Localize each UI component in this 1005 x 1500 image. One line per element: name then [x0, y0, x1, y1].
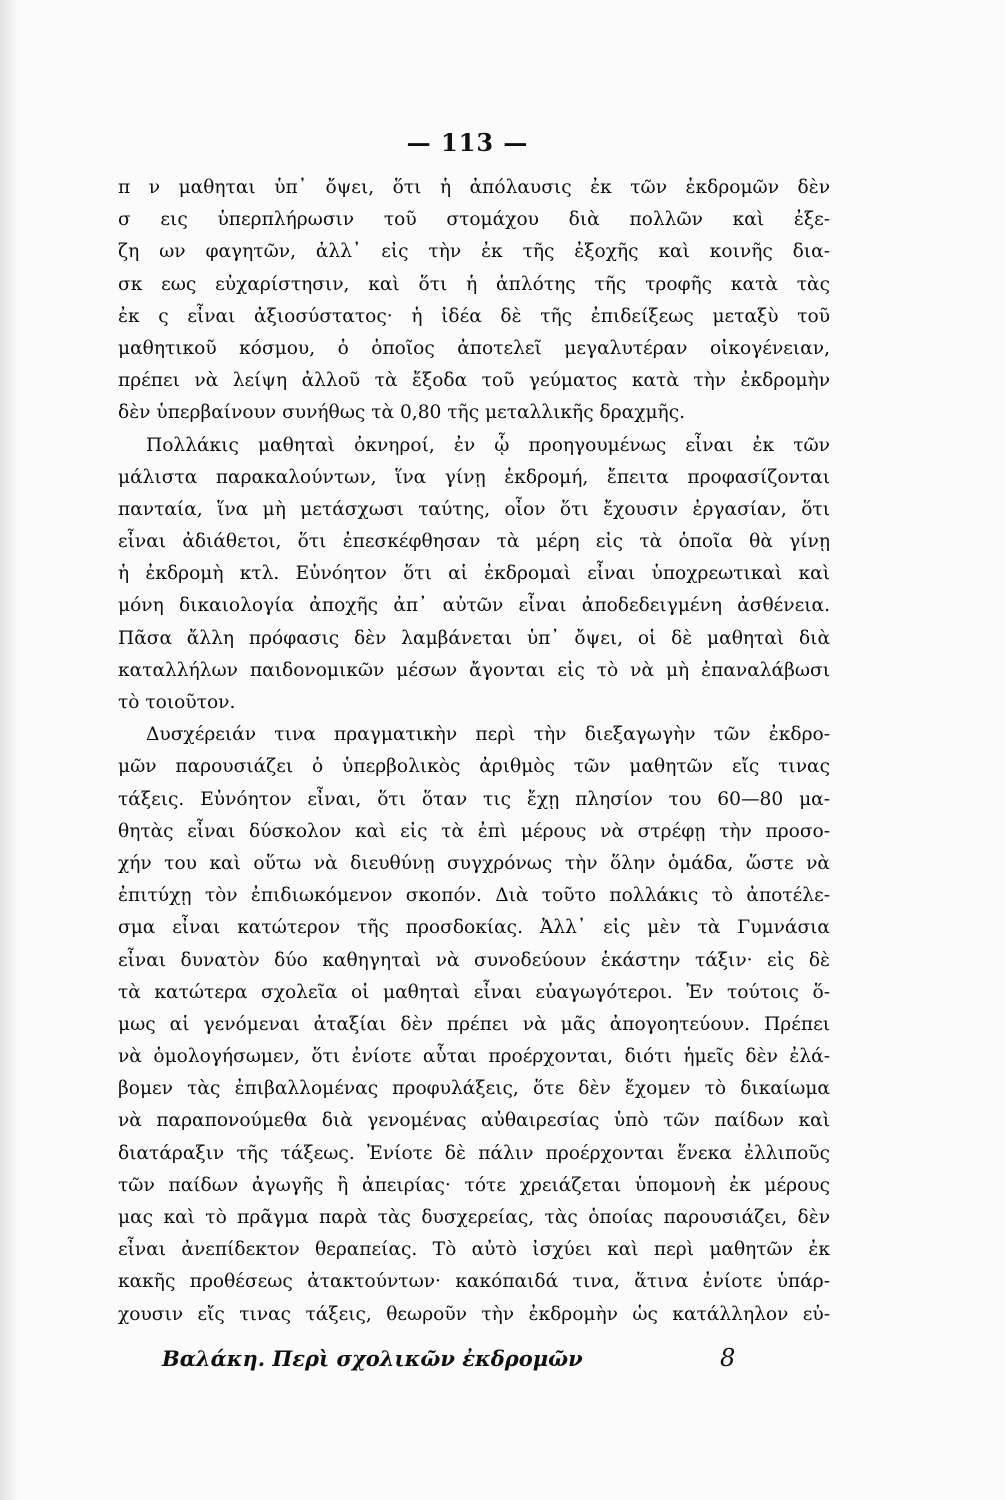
text-line: π ν μαθηται ὑπ᾽ ὄψει, ὅτι ἡ ἀπόλαυσις ἐκ τῶν ἐκδρομῶν δὲν	[118, 177, 830, 198]
text-line: χουσιν εἴς τινας τάξεις, θεωροῦν τὴν ἐκδρομὴν ὡς κατάλληλον εὐ-	[118, 1303, 830, 1325]
text-line: μάλιστα παρακαλούντων, ἵνα γίνῃ ἐκδρομή, ἔπειτα προφασίζονται	[118, 466, 830, 488]
text-line: εἶναι ἀδιάθετοι, ὅτι ἐπεσκέφθησαν τὰ μέρη εἰς τὰ ὁποῖα θὰ γίνῃ	[118, 531, 830, 553]
printer-signature-mark: 8	[720, 1344, 736, 1372]
text-line: μόνη δικαιολογία ἀποχῆς ἀπ᾽ αὐτῶν εἶναι ἀποδεδειγμένη ἀσθένεια.	[118, 595, 830, 617]
text-line: καταλλήλων παιδονομικῶν μέσων ἄγονται εἰς τὸ νὰ μὴ ἐπαναλάβωσι	[118, 659, 830, 681]
text-line: μαθητικοῦ κόσμου, ὁ ὁποῖος ἀποτελεῖ μεγαλυτέραν οἰκογένειαν,	[118, 337, 830, 359]
text-line: ἐπιτύχῃ τὸν ἐπιδιωκόμενον σκοπόν. Διὰ τοῦτο πολλάκις τὸ ἀποτέλε-	[118, 885, 830, 907]
text-line: δὲν ὑπερβαίνουν συνήθως τὰ 0,80 τῆς μεταλλικῆς δραχμῆς.	[118, 402, 686, 424]
page-number: — 113 —	[406, 128, 529, 157]
text-line: κακῆς προθέσεως ἀτακτούντων· κακόπαιδά τινα, ἅτινα ἐνίοτε ὑπάρ-	[118, 1271, 830, 1293]
text-line: θητὰς εἶναι δύσκολον καὶ εἰς τὰ ἐπὶ μέρους νὰ στρέφῃ τὴν προσο-	[118, 820, 830, 842]
text-line: σ εις ὑπερπλήρωσιν τοῦ στομάχου διὰ πολλῶν καὶ ἐξε-	[118, 209, 830, 231]
text-line: ζη ων φαγητῶν, ἀλλ᾽ εἰς τὴν ἐκ τῆς ἐξοχῆς καὶ κοινῆς δια-	[118, 241, 830, 263]
text-line: Δυσχέρειάν τινα πραγματικὴν περὶ τὴν διεξαγωγὴν τῶν ἐκδρο-	[146, 724, 830, 746]
text-line: εἶναι ἀνεπίδεκτον θεραπείας. Τὸ αὐτὸ ἰσχύει καὶ περὶ μαθητῶν ἐκ	[118, 1239, 830, 1261]
text-line: Πᾶσα ἄλλη πρόφασις δὲν λαμβάνεται ὑπ᾽ ὄψει, οἱ δὲ μαθηταὶ διὰ	[118, 627, 830, 649]
text-line: πρέπει νὰ λείψη ἀλλοῦ τὰ ἔξοδα τοῦ γεύματος κατὰ τὴν ἐκδρομὴν	[118, 370, 830, 392]
text-line: νὰ ὁμολογήσωμεν, ὅτι ἐνίοτε αὗται προέρχονται, διότι ἡμεῖς δὲν ἐλά-	[118, 1046, 830, 1068]
text-line: σμα εἶναι κατώτερον τῆς προσδοκίας. Ἀλλ᾽ εἰς μὲν τὰ Γυμνάσια	[118, 917, 830, 939]
body-text	[118, 172, 830, 1331]
text-line: τὰ κατώτερα σχολεῖα οἱ μαθηταὶ εἶναι εὐαγωγότεροι. Ἐν τούτοις ὅ-	[118, 981, 830, 1003]
text-line: βομεν τὰς ἐπιβαλλομένας προφυλάξεις, ὅτε δὲν ἔχομεν τὸ δικαίωμα	[118, 1078, 830, 1100]
text-line: νὰ παραπονούμεθα διὰ γενομένας αὐθαιρεσίας ὑπὸ τῶν παίδων καὶ	[118, 1110, 830, 1132]
text-line: τὸ τοιοῦτον.	[118, 692, 236, 713]
text-line: τάξεις. Εὐνόητον εἶναι, ὅτι ὅταν τις ἔχῃ πλησίον του 60—80 μα-	[118, 788, 830, 810]
scan-edge-shadow	[0, 0, 18, 1500]
text-line: Πολλάκις μαθηταὶ ὀκνηροί, ἐν ᾧ προηγουμένως εἶναι ἐκ τῶν	[146, 434, 830, 456]
text-line: μας καὶ τὸ πρᾶγμα παρὰ τὰς δυσχερείας, τὰς ὁποίας παρουσιάζει, δὲν	[118, 1207, 830, 1228]
text-line: ἡ ἐκδρομὴ κτλ. Εὐνόητον ὅτι αἱ ἐκδρομαὶ εἶναι ὑποχρεωτικαὶ καὶ	[118, 563, 830, 585]
text-line: μως αἱ γενόμεναι ἀταξίαι δὲν πρέπει νὰ μᾶς ἀπογοητεύουν. Πρέπει	[118, 1013, 830, 1035]
text-line: χήν του καὶ οὕτω νὰ διευθύνῃ συγχρόνως τὴν ὅλην ὁμάδα, ὥστε νὰ	[118, 852, 830, 874]
text-line: τῶν παίδων ἀγωγῆς ἢ ἀπειρίας· τότε χρειάζεται ὑπομονὴ ἐκ μέρους	[118, 1174, 830, 1196]
text-line: πανταία, ἵνα μὴ μετάσχωσι ταύτης, οἷον ὅτι ἔχουσιν ἐργασίαν, ὅτι	[118, 498, 830, 520]
text-line: εἶναι δυνατὸν δύο καθηγηταὶ νὰ συνοδεύουν ἑκάστην τάξιν· εἰς δὲ	[118, 949, 830, 971]
text-line: σκ εως εὐχαρίστησιν, καὶ ὅτι ἡ ἁπλότης τῆς τροφῆς κατὰ τὰς	[118, 273, 830, 295]
footer-running-title: Βαλάκη. Περὶ σχολικῶν ἐκδρομῶν	[162, 1346, 583, 1371]
text-line: ἐκ ς εἶναι ἀξιοσύστατος· ἡ ἰδέα δὲ τῆς ἐπιδείξεως μεταξὺ τοῦ	[118, 305, 830, 327]
text-line: μῶν παρουσιάζει ὁ ὑπερβολικὸς ἀριθμὸς τῶν μαθητῶν εἴς τινας	[118, 756, 830, 778]
text-line: διατάραξιν τῆς τάξεως. Ἐνίοτε δὲ πάλιν προέρχονται ἕνεκα ἐλλιποῦς	[118, 1142, 830, 1164]
